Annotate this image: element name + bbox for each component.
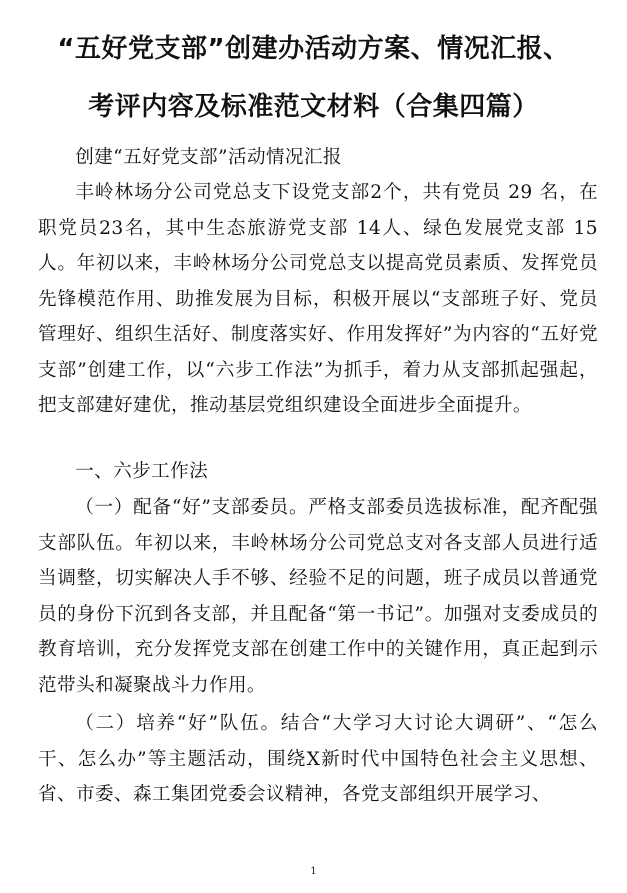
page-number: 1	[310, 866, 317, 877]
document-title-line-1: “五好党支部”创建办活动方案、情况汇报、	[57, 34, 570, 64]
report-heading: 创建“五好党支部”活动情况汇报	[75, 147, 342, 168]
section-heading-six-step-method: 一、六步工作法	[75, 461, 209, 482]
intro-paragraph: 丰岭林场分公司党总支下设党支部2个，共有党员 29 名，在职党员23名，其中生态旅游党支部 14人、绿色发展党支部 15 人。年初以来，丰岭林场分公司党总支以提高党员素质、发挥党员先锋模范作用、助推发展为目标，积极开展以“支部班子好、党员管理好、组织生活好、制度落实好、作用发挥好”为内容的“五好党支部”创建工作，以“六步工作法”为抓手，着力从支部抓起强起，把支部建好建优，推动基层党组织建设全面进步全面提升。	[38, 182, 598, 416]
item-paragraph-1: （一）配备“好”支部委员。严格支部委员选拔标准，配齐配强支部队伍。年初以来，丰岭林场分公司党总支对各支部人员进行适当调整，切实解决人手不够、经验不足的问题，班子成员以普通党员的身份下沉到各支部，并且配备“第一书记”。加强对支委成员的教育培训，充分发挥党支部在创建工作中的关键作用，真正起到示范带头和凝聚战斗力作用。	[38, 497, 598, 696]
document-title-line-2: 考评内容及标准范文材料（合集四篇）	[88, 92, 539, 122]
item-paragraph-2: （二）培养“好”队伍。结合“大学习大讨论大调研”、“怎么干、怎么办”等主题活动，围绕X新时代中国特色社会主义思想、省、市委、森工集团党委会议精神，各党支部组织开展学习、	[38, 713, 598, 805]
